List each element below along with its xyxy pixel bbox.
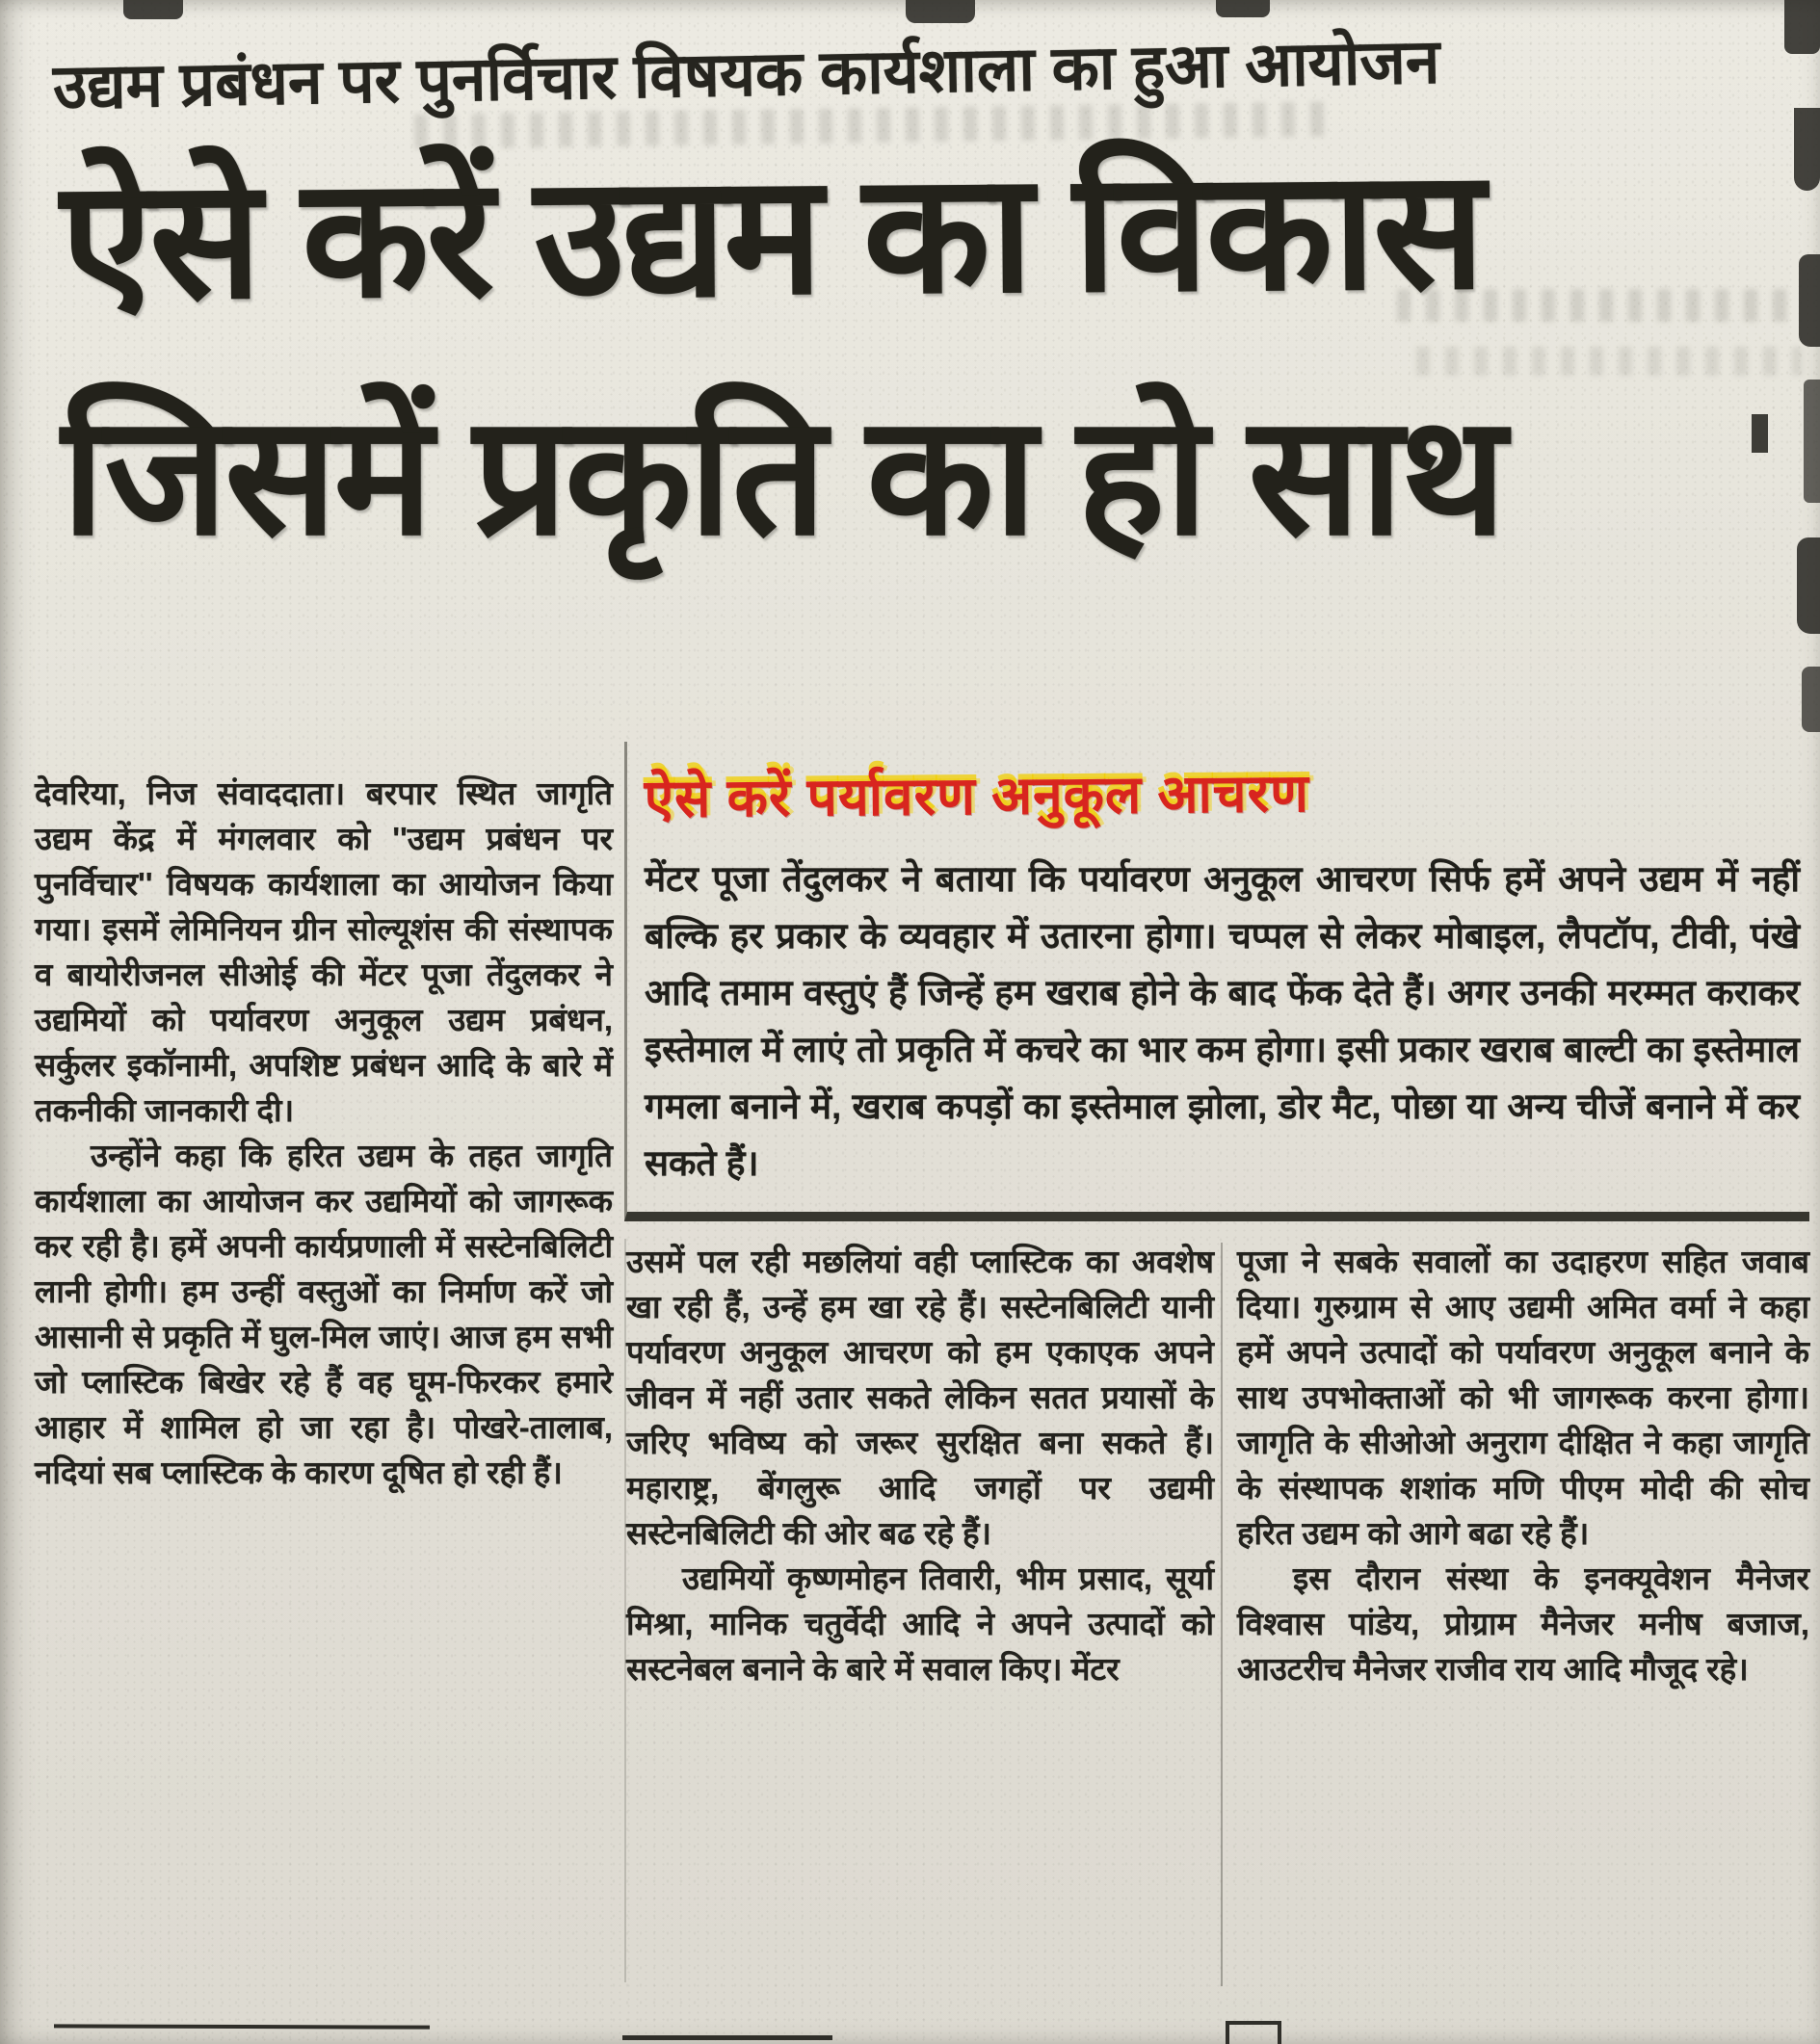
next-article-rule (622, 2035, 832, 2040)
middle-paragraph-2: उद्यमियों कृष्णमोहन तिवारी, भीम प्रसाद, सूर्या मिश्रा, मानिक चतुर्वेदी आदि ने अपने उत्पादों को सस्टनेबल बनाने के बारे में सवाल किए। मेंटर (626, 1560, 1214, 1687)
highlight-box-title: ऐसे करें पर्यावरण अनुकूल आचरण (644, 762, 1310, 829)
middle-paragraph-1: उसमें पल रही मछलियां वही प्लास्टिक का अवशेष खा रही हैं, उन्हें हम खा रहे हैं। सस्टेनबिलिटी यानी पर्यावरण अनुकूल आचरण को हम एकाएक अपने जीवन में नहीं उतार सकते लेकिन सतत प्रयासों के जरिए भविष्य को जरूर सुरक्षित बना सकते हैं। महाराष्ट्र, बेंगलुरू आदि जगहों पर उद्यमी सस्टेनबिलिटी की ओर बढ रहे हैं। (626, 1244, 1214, 1551)
edge-clipped-print (1784, 0, 1820, 54)
edge-clipped-print (1216, 0, 1270, 17)
article-right-column (1237, 1239, 1809, 2009)
column-divider-rule (1221, 1243, 1223, 1986)
edge-clipped-print (123, 0, 183, 19)
dateline: देवरिया, निज संवाददाता। (35, 775, 346, 811)
kicker-headline: उद्यम प्रबंधन पर पुनर्विचार विषयक कार्यशाला का हुआ आयोजन (52, 26, 1440, 122)
next-article-rule (54, 2024, 430, 2029)
column-divider-rule (624, 1239, 626, 1982)
article-left-column (35, 771, 613, 2015)
main-headline-line2: जिसमें प्रकृति का हो साथ (62, 383, 1504, 568)
highlight-box-body: मेंटर पूजा तेंदुलकर ने बताया कि पर्यावरण अनुकूल आचरण सिर्फ हमें अपने उद्यम में नहीं बल्कि हर प्रकार के व्यवहार में उतारना होगा। चप्पल से लेकर मोबाइल, लैपटॉप, टीवी, पंखे आदि तमाम वस्तुएं हैं जिन्हें हम खराब होने के बाद फेंक देते हैं। अगर उनकी मरम्मत कराकर इस्तेमाल में लाएं तो प्रकृति में कचरे का भार कम होगा। इसी प्रकार खराब बाल्टी का इस्तेमाल गमला बनाने में, खराब कपड़ों का इस्तेमाल झोला, डोर मैट, पोछा या अन्य चीजें बनाने में कर सकते हैं। (645, 859, 1800, 1183)
left-paragraph-2: उन्होंने कहा कि हरित उद्यम के तहत जागृति कार्यशाला का आयोजन कर उद्यमियों को जागरूक कर रही है। हमें अपनी कार्यप्रणाली में सस्टेनबिलिटी लानी होगी। हम उन्हीं वस्तुओं का निर्माण करें जो आसानी से प्रकृति में घुल-मिल जाएं। आज हम सभी जो प्लास्टिक बिखेर रहे हैं वह घूम-फिरकर हमारे आहार में शामिल हो जा रहा है। पोखरे-तालाब, नदियां सब प्लास्टिक के कारण दूषित हो रही हैं। (35, 1138, 613, 1490)
edge-clipped-print (1797, 537, 1820, 634)
right-paragraph-2: इस दौरान संस्था के इनक्यूवेशन मैनेजर विश्वास पांडेय, प्रोग्राम मैनेजर मनीष बजाज, आउटरीच मैनेजर राजीव राय आदि मौजूद रहे। (1237, 1560, 1809, 1687)
left-paragraph-1 (35, 771, 613, 1133)
highlight-box (624, 742, 1809, 1221)
right-paragraph-1: पूजा ने सबके सवालों का उदाहरण सहित जवाब दिया। गुरुग्राम से आए उद्यमी अमित वर्मा ने कहा हमें अपने उत्पादों को पर्यावरण अनुकूल बनाने के साथ उपभोक्ताओं को भी जागरूक करना होगा। जागृति के सीओओ अनुराग दीक्षित ने कहा जागृति के संस्थापक शशांक मणि पीएम मोदी की सोच हरित उद्यम को आगे बढा रहे हैं। (1237, 1244, 1809, 1551)
left-paragraph-1-text: बरपार स्थित जागृति उद्यम केंद्र में मंगलवार को ''उद्यम प्रबंधन पर पुनर्विचार'' विषयक कार्यशाला का आयोजन किया गया। इसमें लेमिनियन ग्रीन सोल्यूशंस की संस्थापक व बायोरीजनल सीओई की मेंटर पूजा तेंदुलकर ने उद्यमियों को पर्यावरण अनुकूल उद्यम प्रबंधन, सर्कुलर इकॉनामी, अपशिष्ट प्रबंधन आदि के बारे में तकनीकी जानकारी दी। (35, 775, 613, 1128)
main-headline (62, 123, 1757, 593)
edge-clipped-print (1802, 667, 1820, 732)
article-middle-column (626, 1239, 1214, 2009)
next-article-box-corner (1226, 2021, 1281, 2044)
edge-clipped-print (1794, 108, 1820, 191)
edge-clipped-print (1804, 380, 1820, 503)
edge-clipped-print (906, 0, 975, 23)
edge-clipped-print (1799, 254, 1820, 347)
main-headline-line1: ऐसे करें उद्यम का विकास (60, 137, 1483, 334)
